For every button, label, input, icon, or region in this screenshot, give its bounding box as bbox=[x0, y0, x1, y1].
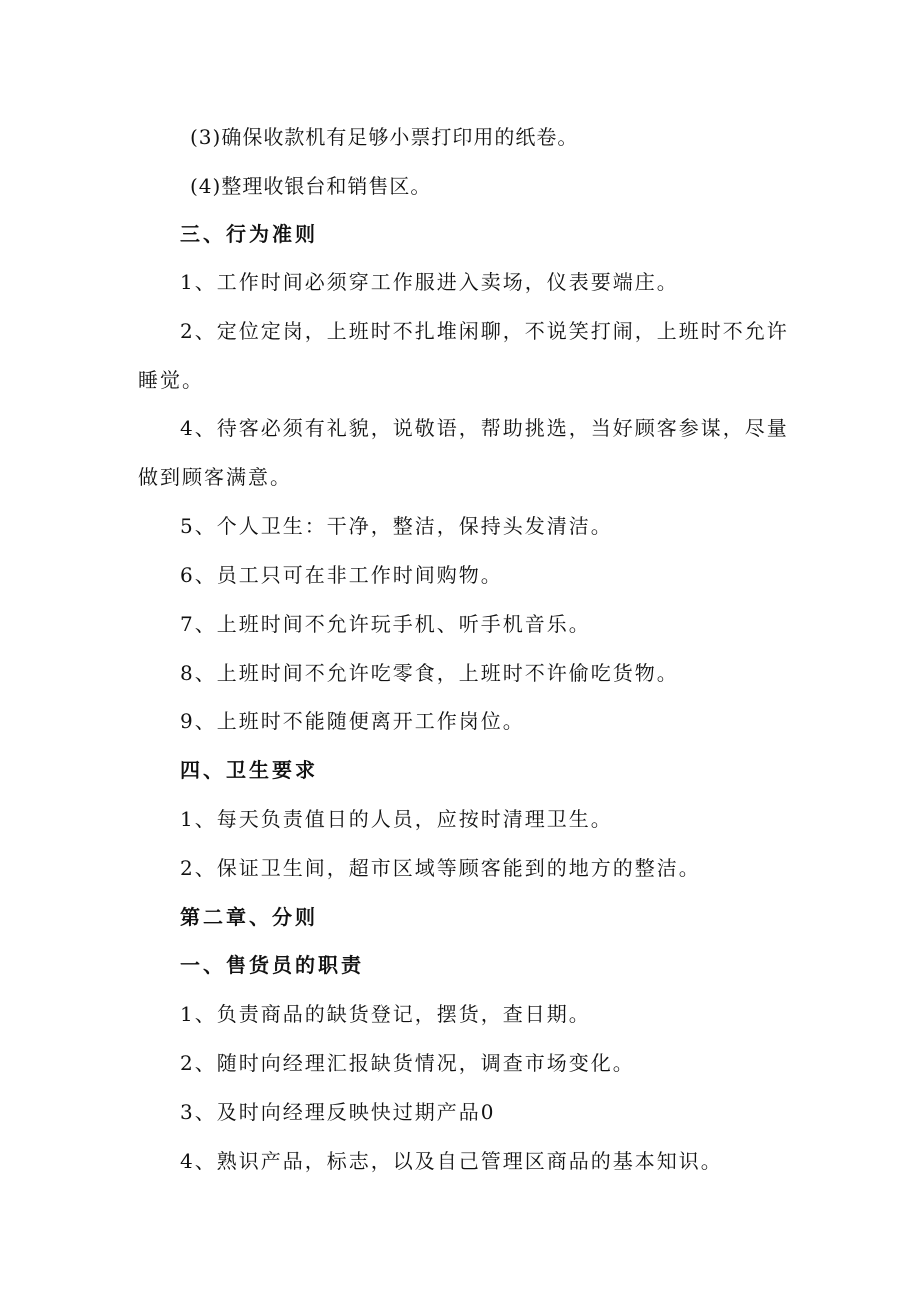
chapter-heading: 第二章、分则 bbox=[180, 905, 318, 929]
sanitation-item-duty: 1、每天负责值日的人员，应按时清理卫生。 bbox=[180, 807, 613, 831]
duty-item-expiry: 3、及时向经理反映快过期产品0 bbox=[180, 1100, 496, 1124]
duty-item-report: 2、随时向经理汇报缺货情况，调查市场变化。 bbox=[180, 1051, 635, 1075]
section-heading-salesperson: 一、售货员的职责 bbox=[180, 953, 364, 977]
rule-item-courtesy: 4、待客必须有礼貌，说敬语，帮助挑选，当好顾客参谋，尽量 bbox=[180, 416, 789, 440]
rule-item-courtesy-continued: 做到顾客满意。 bbox=[138, 465, 292, 489]
rule-item-post-continued: 睡觉。 bbox=[138, 368, 204, 392]
rule-item-phone: 7、上班时间不允许玩手机、听手机音乐。 bbox=[180, 612, 591, 636]
duty-item-stock-record: 1、负责商品的缺货登记，摆货，查日期。 bbox=[180, 1002, 591, 1026]
rule-item-snacks: 8、上班时间不允许吃零食，上班时不许偷吃货物。 bbox=[180, 661, 679, 685]
rule-item-hygiene: 5、个人卫生：干净，整洁，保持头发清洁。 bbox=[180, 514, 613, 538]
rule-item-leave-post: 9、上班时不能随便离开工作岗位。 bbox=[180, 709, 525, 733]
sanitation-item-cleanliness: 2、保证卫生间，超市区域等顾客能到的地方的整洁。 bbox=[180, 856, 701, 880]
duty-item-product-knowledge: 4、熟识产品，标志，以及自己管理区商品的基本知识。 bbox=[180, 1149, 723, 1173]
section-heading-sanitation: 四、卫生要求 bbox=[180, 758, 318, 782]
rule-item-shopping: 6、员工只可在非工作时间购物。 bbox=[180, 563, 503, 587]
rule-item-uniform: 1、工作时间必须穿工作服进入卖场，仪表要端庄。 bbox=[180, 270, 679, 294]
section-heading-conduct: 三、行为准则 bbox=[180, 222, 318, 246]
list-item-receipt-paper: (3)确保收款机有足够小票打印用的纸卷。 bbox=[190, 125, 579, 149]
rule-item-post: 2、定位定岗，上班时不扎堆闲聊，不说笑打闹，上班时不允许 bbox=[180, 319, 789, 343]
list-item-tidy-counter: (4)整理收银台和销售区。 bbox=[190, 174, 432, 198]
